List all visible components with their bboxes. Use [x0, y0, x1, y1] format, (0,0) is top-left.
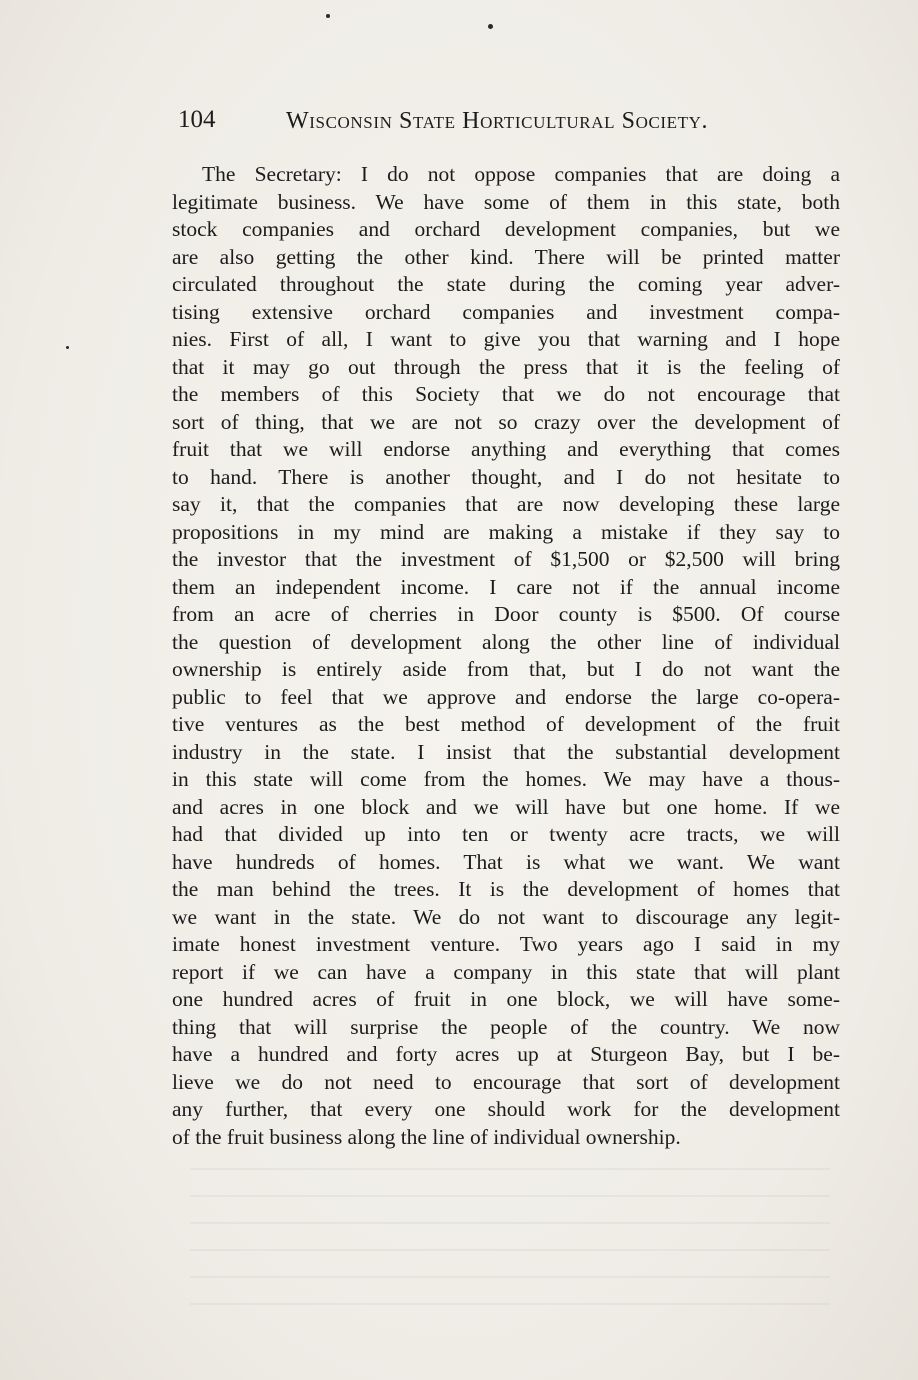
text-line: sort of thing, that we are not so crazy over the development of — [172, 409, 840, 434]
text-line: the investor that the investment of $1,500 or $2,500 will bring — [172, 547, 840, 571]
text-line: report if we can have a company in this state that will plant — [172, 959, 840, 984]
text-line: to hand. There is another thought, and I do not hesitate to — [172, 464, 840, 489]
ink-speck — [488, 24, 493, 29]
text-line: the man behind the trees. It is the development of homes that — [172, 877, 840, 901]
show-through-from-reverse — [190, 1168, 830, 1318]
text-line: we want in the state. We do not want to discourage any legit- — [172, 904, 840, 929]
text-line: stock companies and orchard development companies, but we — [172, 217, 840, 241]
text-line: and acres in one block and we will have but one home. If we — [172, 794, 840, 819]
text-line: ownership is entirely aside from that, but I do not want the — [172, 657, 840, 681]
text-line: nies. First of all, I want to give you that warning and I hope — [172, 327, 840, 351]
text-line: are also getting the other kind. There will be printed matter — [172, 244, 840, 269]
text-line: have hundreds of homes. That is what we want. We want — [172, 849, 840, 874]
running-title: Wisconsin State Horticultural Society. — [286, 108, 709, 134]
text-line: tising extensive orchard companies and investment compa- — [172, 299, 840, 324]
text-line: tive ventures as the best method of development of the fruit — [172, 712, 840, 736]
text-line: from an acre of cherries in Door county is $500. Of course — [172, 602, 840, 626]
text-line: of the fruit business along the line of individual ownership. — [172, 1124, 681, 1149]
ink-speck — [326, 14, 330, 18]
text-line: the question of development along the other line of individual — [172, 629, 840, 654]
body-text — [172, 161, 840, 1151]
text-line: the members of this Society that we do not encourage that — [172, 382, 840, 406]
text-line: say it, that the companies that are now developing these large — [172, 492, 840, 516]
text-line: had that divided up into ten or twenty acre tracts, we will — [172, 822, 840, 846]
text-line: have a hundred and forty acres up at Sturgeon Bay, but I be- — [172, 1042, 840, 1066]
text-line: thing that will surprise the people of the country. We now — [172, 1014, 840, 1039]
text-line: any further, that every one should work for the development — [172, 1097, 840, 1121]
text-line: in this state will come from the homes. We may have a thous- — [172, 767, 840, 791]
text-line: fruit that we will endorse anything and everything that comes — [172, 437, 840, 461]
text-line: public to feel that we approve and endorse the large co-opera- — [172, 684, 840, 709]
text-line: The Secretary: I do not oppose companies that are doing a — [202, 162, 840, 186]
text-line: legitimate business. We have some of them in this state, both — [172, 189, 840, 214]
page-number: 104 — [178, 106, 216, 133]
text-line: imate honest investment venture. Two years ago I said in my — [172, 932, 840, 956]
ink-speck — [66, 346, 69, 349]
text-line: circulated throughout the state during the coming year adver- — [172, 272, 840, 296]
text-line: lieve we do not need to encourage that sort of development — [172, 1069, 840, 1094]
text-line: that it may go out through the press that it is the feeling of — [172, 354, 840, 379]
text-line: industry in the state. I insist that the substantial development — [172, 739, 840, 764]
page-header — [178, 106, 758, 140]
text-line: them an independent income. I care not if the annual income — [172, 574, 840, 599]
text-line: propositions in my mind are making a mistake if they say to — [172, 519, 840, 544]
text-line: one hundred acres of fruit in one block, we will have some- — [172, 987, 840, 1011]
